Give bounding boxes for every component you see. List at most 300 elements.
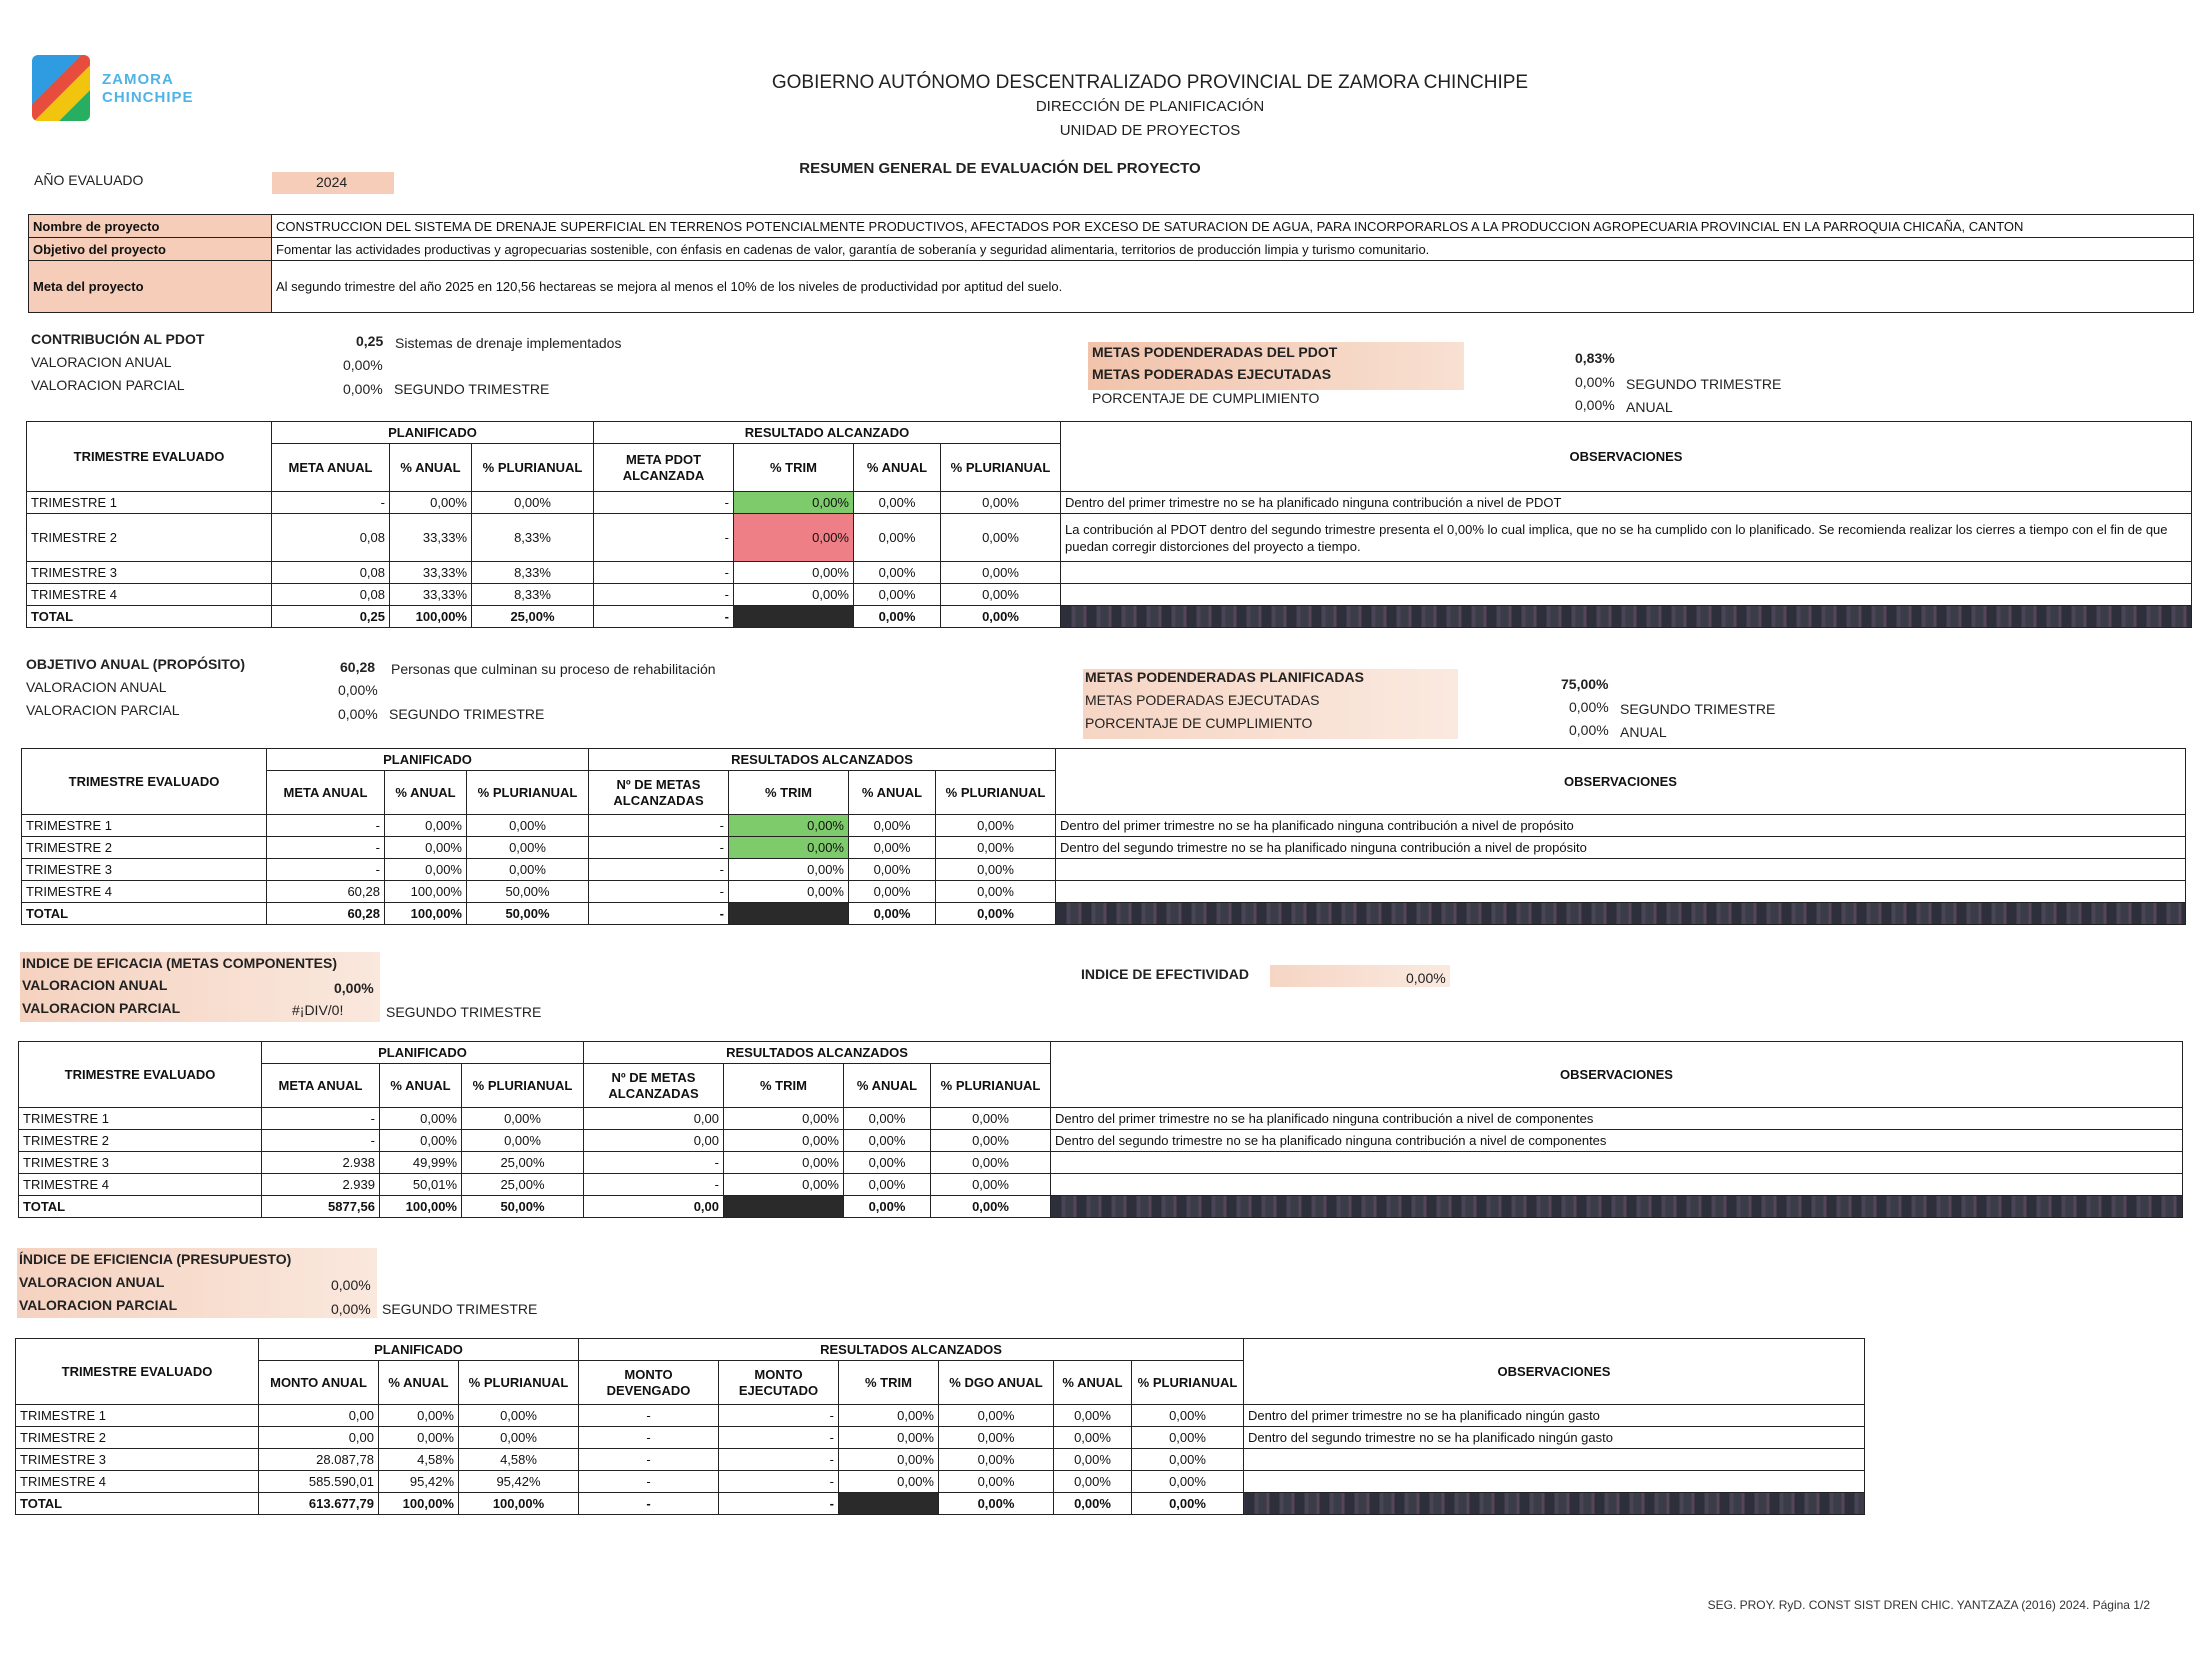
t4-r1-anual: 0,00% (379, 1405, 459, 1427)
t2-r4-trim: 0,00% (729, 881, 849, 903)
t2-r4-meta: 60,28 (267, 881, 385, 903)
t3-r3-rplur: 0,00% (931, 1152, 1051, 1174)
s3-text3: SEGUNDO TRIMESTRE (386, 1004, 542, 1020)
s1-label3: VALORACION PARCIAL (31, 377, 185, 393)
t4-head-devengado (579, 1361, 719, 1405)
t4-r1-dev: - (579, 1405, 719, 1427)
t3-head-plurianual: % PLURIANUAL (462, 1064, 584, 1108)
t2-r4-nm: - (589, 881, 729, 903)
t1-head-r-anual: % ANUAL (854, 444, 941, 492)
t2-tot-plur: 50,00% (467, 903, 589, 925)
t3-r4-rplur: 0,00% (931, 1174, 1051, 1196)
s3-label1: INDICE DE EFICACIA (METAS COMPONENTES) (22, 955, 338, 971)
s2-value2: 0,00% (338, 682, 378, 698)
t1-tot-rplur: 0,00% (941, 606, 1061, 628)
t2-head-r-plurianual: % PLURIANUAL (936, 771, 1056, 815)
s1-text1: Sistemas de drenaje implementados (395, 335, 622, 351)
t3-head-anual: % ANUAL (380, 1064, 462, 1108)
t3-r1-anual: 0,00% (380, 1108, 462, 1130)
t3-r2-obs: Dentro del segundo trimestre no se ha planificado ninguna contribución a nivel de componentes (1051, 1130, 2183, 1152)
t1-r4-tri: TRIMESTRE 4 (27, 584, 272, 606)
t2-r3-tri: TRIMESTRE 3 (22, 859, 267, 881)
table-row (27, 584, 2192, 606)
t2-head-planificado: PLANIFICADO (267, 749, 589, 771)
s4-text3: SEGUNDO TRIMESTRE (382, 1301, 538, 1317)
t3-head-meta: META ANUAL (262, 1064, 380, 1108)
table-row (19, 1152, 2183, 1174)
t4-r2-rplur: 0,00% (1132, 1427, 1244, 1449)
t4-r2-eje: - (719, 1427, 839, 1449)
t3-r4-trim: 0,00% (724, 1174, 844, 1196)
s1-value2: 0,00% (343, 357, 383, 373)
t3-head-nmetas (584, 1064, 724, 1108)
s2-right-value3: 0,00% (1569, 722, 1609, 738)
t4-r3-eje: - (719, 1449, 839, 1471)
t3-head-nmetas-l1: Nº DE METAS (611, 1069, 696, 1085)
t4-r2-dgo: 0,00% (939, 1427, 1054, 1449)
s2-right-value2: 0,00% (1569, 699, 1609, 715)
t4-r3-plur: 4,58% (459, 1449, 579, 1471)
t1-r4-rplur: 0,00% (941, 584, 1061, 606)
t1-r1-mpdot: - (594, 492, 734, 514)
table-row (22, 815, 2186, 837)
t4-r2-plur: 0,00% (459, 1427, 579, 1449)
s2-label1: OBJETIVO ANUAL (PROPÓSITO) (26, 656, 246, 672)
table-total-row (19, 1196, 2183, 1218)
t4-tot-eje: - (719, 1493, 839, 1515)
t4-tot-anual: 100,00% (379, 1493, 459, 1515)
t2-head-plurianual: % PLURIANUAL (467, 771, 589, 815)
t4-head-trimestre: TRIMESTRE EVALUADO (16, 1339, 259, 1405)
t4-head-trim: % TRIM (839, 1361, 939, 1405)
t4-tot-monto: 613.677,79 (259, 1493, 379, 1515)
t1-tot-tri: TOTAL (27, 606, 272, 628)
t3-tot-tri: TOTAL (19, 1196, 262, 1218)
t4-r2-trim: 0,00% (839, 1427, 939, 1449)
t4-tot-rplur: 0,00% (1132, 1493, 1244, 1515)
t2-head-observaciones: OBSERVACIONES (1056, 749, 2186, 815)
t1-r4-plur: 8,33% (472, 584, 594, 606)
t3-head-resultado: RESULTADOS ALCANZADOS (584, 1042, 1051, 1064)
t3-r1-rplur: 0,00% (931, 1108, 1051, 1130)
t3-head-r-anual: % ANUAL (844, 1064, 931, 1108)
s2-text1: Personas que culminan su proceso de rehabilitación (391, 661, 716, 677)
t2-r3-ranual: 0,00% (849, 859, 936, 881)
t3-tot-plur: 50,00% (462, 1196, 584, 1218)
year-value: 2024 (272, 172, 394, 194)
table-row (19, 1130, 2183, 1152)
t2-head-r-anual: % ANUAL (849, 771, 936, 815)
t1-r2-rplur: 0,00% (941, 514, 1061, 562)
project-name-label: Nombre de proyecto (29, 215, 272, 238)
t4-tot-plur: 100,00% (459, 1493, 579, 1515)
project-name: CONSTRUCCION DEL SISTEMA DE DRENAJE SUPERFICIAL EN TERRENOS POTENCIALMENTE PRODUCTIVOS, AFECTADOS POR EXCESO DE SATURACION DE AGUA, PARA INCORPORARLOS A LA PRODUCCION AGROPECUARIA PROVINCIAL EN LA PARROQUIA CHICAÑA, CANTON (272, 215, 2194, 238)
t4-head-dgo: % DGO ANUAL (939, 1361, 1054, 1405)
s1-label1: CONTRIBUCIÓN AL PDOT (31, 331, 205, 347)
t4-r4-monto: 585.590,01 (259, 1471, 379, 1493)
t1-tot-meta: 0,25 (272, 606, 390, 628)
t4-r1-ranual: 0,00% (1054, 1405, 1132, 1427)
project-objective: Fomentar las actividades productivas y agropecuarias sostenible, con énfasis en cadenas de valor, garantía de soberanía y seguridad alimentaria, territorios de producción limpia y turismo comunitario. (272, 238, 2194, 261)
t1-tot-obs (1061, 606, 2192, 628)
t2-r1-trim: 0,00% (729, 815, 849, 837)
t3-r1-nm: 0,00 (584, 1108, 724, 1130)
t3-r2-rplur: 0,00% (931, 1130, 1051, 1152)
presupuesto-table (15, 1338, 1865, 1515)
t2-tot-rplur: 0,00% (936, 903, 1056, 925)
t2-r1-tri: TRIMESTRE 1 (22, 815, 267, 837)
s2-text3: SEGUNDO TRIMESTRE (389, 706, 545, 722)
t2-tot-meta: 60,28 (267, 903, 385, 925)
t1-r2-ranual: 0,00% (854, 514, 941, 562)
report-title: RESUMEN GENERAL DE EVALUACIÓN DEL PROYECTO (799, 160, 1201, 177)
t3-tot-meta: 5877,56 (262, 1196, 380, 1218)
t4-r3-obs (1244, 1449, 1865, 1471)
t1-head-meta-pdot (594, 444, 734, 492)
t4-r3-tri: TRIMESTRE 3 (16, 1449, 259, 1471)
t1-head-trimestre: TRIMESTRE EVALUADO (27, 422, 272, 492)
t2-r1-rplur: 0,00% (936, 815, 1056, 837)
t1-r1-trim: 0,00% (734, 492, 854, 514)
t1-r2-meta: 0,08 (272, 514, 390, 562)
coat-of-arms-icon (32, 55, 90, 121)
t1-head-resultado: RESULTADO ALCANZADO (594, 422, 1061, 444)
t4-r4-tri: TRIMESTRE 4 (16, 1471, 259, 1493)
t4-r4-dev: - (579, 1471, 719, 1493)
t1-head-planificado: PLANIFICADO (272, 422, 594, 444)
t1-head-meta: META ANUAL (272, 444, 390, 492)
t2-r2-plur: 0,00% (467, 837, 589, 859)
t2-r1-plur: 0,00% (467, 815, 589, 837)
t2-r2-nm: - (589, 837, 729, 859)
t4-head-planificado: PLANIFICADO (259, 1339, 579, 1361)
t1-r4-anual: 33,33% (390, 584, 472, 606)
t3-head-trim: % TRIM (724, 1064, 844, 1108)
t3-r2-ranual: 0,00% (844, 1130, 931, 1152)
t2-r2-anual: 0,00% (385, 837, 467, 859)
table-row (27, 562, 2192, 584)
t2-r1-obs: Dentro del primer trimestre no se ha planificado ninguna contribución a nivel de propósito (1056, 815, 2186, 837)
t4-r2-ranual: 0,00% (1054, 1427, 1132, 1449)
t2-r3-rplur: 0,00% (936, 859, 1056, 881)
t2-head-trim: % TRIM (729, 771, 849, 815)
t4-r1-monto: 0,00 (259, 1405, 379, 1427)
t4-r1-plur: 0,00% (459, 1405, 579, 1427)
t3-head-trimestre: TRIMESTRE EVALUADO (19, 1042, 262, 1108)
t4-r3-anual: 4,58% (379, 1449, 459, 1471)
t2-r3-plur: 0,00% (467, 859, 589, 881)
s3-value3: #¡DIV/0! (292, 1002, 344, 1018)
t2-head-resultado: RESULTADOS ALCANZADOS (589, 749, 1056, 771)
t2-r3-meta: - (267, 859, 385, 881)
t1-r4-meta: 0,08 (272, 584, 390, 606)
t1-r3-meta: 0,08 (272, 562, 390, 584)
project-objective-row (29, 238, 2194, 261)
s3-right-value1: 0,00% (1406, 970, 1446, 986)
t2-r3-trim: 0,00% (729, 859, 849, 881)
t1-r4-ranual: 0,00% (854, 584, 941, 606)
s1-right-label3: PORCENTAJE DE CUMPLIMIENTO (1092, 390, 1320, 406)
t1-r2-plur: 8,33% (472, 514, 594, 562)
t2-tot-anual: 100,00% (385, 903, 467, 925)
s1-right-label1: METAS PODENDERADAS DEL PDOT (1092, 344, 1338, 360)
project-goal-label: Meta del proyecto (29, 261, 272, 313)
t2-head-nmetas-l1: Nº DE METAS (616, 776, 701, 792)
t2-r4-obs (1056, 881, 2186, 903)
t2-tot-tri: TOTAL (22, 903, 267, 925)
t1-r3-trim: 0,00% (734, 562, 854, 584)
t3-r4-anual: 50,01% (380, 1174, 462, 1196)
project-goal: Al segundo trimestre del año 2025 en 120,56 hectareas se mejora al menos el 10% de los niveles de productividad por aptitud del suelo. (272, 261, 2194, 313)
t2-r1-meta: - (267, 815, 385, 837)
s2-right-value1: 75,00% (1561, 676, 1609, 692)
header-sub2: UNIDAD DE PROYECTOS (1059, 122, 1241, 139)
t3-tot-nm: 0,00 (584, 1196, 724, 1218)
t2-tot-nm: - (589, 903, 729, 925)
t2-r4-ranual: 0,00% (849, 881, 936, 903)
t1-r3-ranual: 0,00% (854, 562, 941, 584)
table-row (16, 1449, 1865, 1471)
t3-head-planificado: PLANIFICADO (262, 1042, 584, 1064)
t3-r4-tri: TRIMESTRE 4 (19, 1174, 262, 1196)
t2-r2-trim: 0,00% (729, 837, 849, 859)
t4-r4-dgo: 0,00% (939, 1471, 1054, 1493)
t1-r4-trim: 0,00% (734, 584, 854, 606)
table-row (27, 514, 2192, 562)
t3-r2-anual: 0,00% (380, 1130, 462, 1152)
t4-r3-rplur: 0,00% (1132, 1449, 1244, 1471)
t4-r4-ranual: 0,00% (1054, 1471, 1132, 1493)
t3-r3-ranual: 0,00% (844, 1152, 931, 1174)
t4-head-dev-l2: DEVENGADO (606, 1382, 691, 1398)
t4-r2-dev: - (579, 1427, 719, 1449)
t4-head-anual: % ANUAL (379, 1361, 459, 1405)
t2-r4-rplur: 0,00% (936, 881, 1056, 903)
t4-tot-tri: TOTAL (16, 1493, 259, 1515)
t4-r3-dgo: 0,00% (939, 1449, 1054, 1471)
t2-tot-trim (729, 903, 849, 925)
s1-value1: 0,25 (356, 333, 384, 349)
t4-r3-trim: 0,00% (839, 1449, 939, 1471)
t3-r4-plur: 25,00% (462, 1174, 584, 1196)
table-row (27, 492, 2192, 514)
t2-r3-anual: 0,00% (385, 859, 467, 881)
t4-tot-ranual: 0,00% (1054, 1493, 1132, 1515)
t1-tot-ranual: 0,00% (854, 606, 941, 628)
t4-r4-trim: 0,00% (839, 1471, 939, 1493)
s1-right-value3: 0,00% (1575, 397, 1615, 413)
t4-head-monto: MONTO ANUAL (259, 1361, 379, 1405)
year-label: AÑO EVALUADO (34, 172, 144, 188)
t4-tot-obs (1244, 1493, 1865, 1515)
s1-right-text2: SEGUNDO TRIMESTRE (1626, 376, 1782, 392)
table-row (19, 1174, 2183, 1196)
t1-r2-obs-l2: cierres a tiempo con el fin de que puedan corregir distorciones del proyecto a tiempo. (1065, 521, 2168, 554)
t3-r1-meta: - (262, 1108, 380, 1130)
s2-label3: VALORACION PARCIAL (26, 702, 180, 718)
s1-value3: 0,00% (343, 381, 383, 397)
s1-right-label2: METAS PODERADAS EJECUTADAS (1092, 366, 1332, 382)
t4-head-r-anual: % ANUAL (1054, 1361, 1132, 1405)
s4-label3: VALORACION PARCIAL (19, 1297, 178, 1313)
t3-head-observaciones: OBSERVACIONES (1051, 1042, 2183, 1108)
t2-r2-ranual: 0,00% (849, 837, 936, 859)
t2-r4-plur: 50,00% (467, 881, 589, 903)
t1-tot-plur: 25,00% (472, 606, 594, 628)
t1-tot-anual: 100,00% (390, 606, 472, 628)
province-logo (32, 55, 222, 127)
t4-head-eje-l2: EJECUTADO (738, 1382, 819, 1398)
t1-head-meta-pdot-l1: META PDOT (625, 451, 702, 467)
t1-r2-trim: 0,00% (734, 514, 854, 562)
t1-r3-anual: 33,33% (390, 562, 472, 584)
t3-r1-ranual: 0,00% (844, 1108, 931, 1130)
t2-head-meta: META ANUAL (267, 771, 385, 815)
t3-r3-meta: 2.938 (262, 1152, 380, 1174)
s2-value3: 0,00% (338, 706, 378, 722)
t3-tot-ranual: 0,00% (844, 1196, 931, 1218)
t2-r4-anual: 100,00% (385, 881, 467, 903)
table-total-row (22, 903, 2186, 925)
t2-head-nmetas-l2: ALCANZADAS (613, 792, 704, 808)
t1-r1-tri: TRIMESTRE 1 (27, 492, 272, 514)
t4-r4-plur: 95,42% (459, 1471, 579, 1493)
s2-right-label2: METAS PODERADAS EJECUTADAS (1085, 692, 1320, 708)
s1-right-value2: 0,00% (1575, 374, 1615, 390)
table-row (16, 1405, 1865, 1427)
t4-r3-monto: 28.087,78 (259, 1449, 379, 1471)
page-footer: SEG. PROY. RyD. CONST SIST DREN CHIC. YANTZAZA (2016) 2024. Página 1/2 (1707, 1598, 2150, 1612)
t1-r2-anual: 33,33% (390, 514, 472, 562)
t4-head-eje-l1: MONTO (754, 1366, 803, 1382)
s1-right-text3: ANUAL (1626, 399, 1673, 415)
t1-r2-tri: TRIMESTRE 2 (27, 514, 272, 562)
t2-r1-anual: 0,00% (385, 815, 467, 837)
t3-r2-trim: 0,00% (724, 1130, 844, 1152)
t3-r3-trim: 0,00% (724, 1152, 844, 1174)
t3-r1-trim: 0,00% (724, 1108, 844, 1130)
t2-head-nmetas (589, 771, 729, 815)
t3-r1-tri: TRIMESTRE 1 (19, 1108, 262, 1130)
t1-r2-mpdot: - (594, 514, 734, 562)
s4-label2: VALORACION ANUAL (19, 1274, 165, 1290)
table-total-row (27, 606, 2192, 628)
table-total-row (16, 1493, 1865, 1515)
t3-r2-meta: - (262, 1130, 380, 1152)
t4-head-resultado: RESULTADOS ALCANZADOS (579, 1339, 1244, 1361)
t1-head-r-plurianual: % PLURIANUAL (941, 444, 1061, 492)
s1-text3: SEGUNDO TRIMESTRE (394, 381, 550, 397)
s4-value3: 0,00% (331, 1301, 371, 1317)
t2-r2-rplur: 0,00% (936, 837, 1056, 859)
t4-r1-dgo: 0,00% (939, 1405, 1054, 1427)
t3-r3-tri: TRIMESTRE 3 (19, 1152, 262, 1174)
t4-r1-trim: 0,00% (839, 1405, 939, 1427)
s2-right-label1: METAS PODENDERADAS PLANIFICADAS (1085, 669, 1364, 685)
s4-value2: 0,00% (331, 1277, 371, 1293)
t4-r2-obs: Dentro del segundo trimestre no se ha planificado ningún gasto (1244, 1427, 1865, 1449)
logo-line2: CHINCHIPE (102, 89, 194, 106)
table-row (16, 1427, 1865, 1449)
t3-r2-tri: TRIMESTRE 2 (19, 1130, 262, 1152)
t1-r4-obs (1061, 584, 2192, 606)
proposito-table (21, 748, 2186, 925)
t2-tot-ranual: 0,00% (849, 903, 936, 925)
logo-line1: ZAMORA (102, 71, 174, 88)
header-sub1: DIRECCIÓN DE PLANIFICACIÓN (1035, 98, 1265, 115)
t1-r1-anual: 0,00% (390, 492, 472, 514)
s4-label1: ÍNDICE DE EFICIENCIA (PRESUPUESTO) (19, 1251, 292, 1267)
table-row (22, 859, 2186, 881)
t1-r3-plur: 8,33% (472, 562, 594, 584)
t4-r1-eje: - (719, 1405, 839, 1427)
t4-r1-rplur: 0,00% (1132, 1405, 1244, 1427)
t2-r2-meta: - (267, 837, 385, 859)
t1-head-meta-pdot-l2: ALCANZADA (622, 467, 705, 483)
table-row (19, 1108, 2183, 1130)
t4-r3-ranual: 0,00% (1054, 1449, 1132, 1471)
t4-tot-dgo: 0,00% (939, 1493, 1054, 1515)
t1-tot-trim (734, 606, 854, 628)
t1-r2-obs (1061, 514, 2192, 562)
t4-r3-dev: - (579, 1449, 719, 1471)
t3-r3-nm: - (584, 1152, 724, 1174)
t1-r2-obs-l1: La contribución al PDOT dentro del segundo trimestre presenta el 0,00% lo cual implica, que no se ha cumplido con lo planificado. Se recomienda realizar los (1065, 521, 1973, 537)
s1-label2: VALORACION ANUAL (31, 354, 172, 370)
t4-r2-anual: 0,00% (379, 1427, 459, 1449)
t3-head-r-plurianual: % PLURIANUAL (931, 1064, 1051, 1108)
t2-head-anual: % ANUAL (385, 771, 467, 815)
t3-r4-meta: 2.939 (262, 1174, 380, 1196)
t4-r2-tri: TRIMESTRE 2 (16, 1427, 259, 1449)
t2-head-trimestre: TRIMESTRE EVALUADO (22, 749, 267, 815)
t4-r4-rplur: 0,00% (1132, 1471, 1244, 1493)
t1-head-observaciones: OBSERVACIONES (1061, 422, 2192, 492)
t4-r4-obs (1244, 1471, 1865, 1493)
s2-value1: 60,28 (340, 659, 376, 675)
t4-head-observaciones: OBSERVACIONES (1244, 1339, 1865, 1405)
s2-right-label3: PORCENTAJE DE CUMPLIMIENTO (1085, 715, 1313, 731)
t3-r3-obs (1051, 1152, 2183, 1174)
t1-r4-mpdot: - (594, 584, 734, 606)
t2-r2-tri: TRIMESTRE 2 (22, 837, 267, 859)
project-info-table (28, 214, 2194, 313)
s3-label2: VALORACION ANUAL (22, 977, 168, 993)
t1-r3-mpdot: - (594, 562, 734, 584)
t4-head-r-plurianual: % PLURIANUAL (1132, 1361, 1244, 1405)
t3-r4-nm: - (584, 1174, 724, 1196)
t2-r4-tri: TRIMESTRE 4 (22, 881, 267, 903)
t4-r1-obs: Dentro del primer trimestre no se ha planificado ningún gasto (1244, 1405, 1865, 1427)
t3-tot-trim (724, 1196, 844, 1218)
t2-r3-nm: - (589, 859, 729, 881)
t2-tot-obs (1056, 903, 2186, 925)
t4-head-ejecutado (719, 1361, 839, 1405)
project-objective-label: Objetivo del proyecto (29, 238, 272, 261)
t3-tot-obs (1051, 1196, 2183, 1218)
t1-r1-meta: - (272, 492, 390, 514)
t2-r3-obs (1056, 859, 2186, 881)
t2-r1-ranual: 0,00% (849, 815, 936, 837)
t1-r1-plur: 0,00% (472, 492, 594, 514)
t4-r4-eje: - (719, 1471, 839, 1493)
s3-label3: VALORACION PARCIAL (22, 1000, 181, 1016)
t4-head-dev-l1: MONTO (624, 1366, 673, 1382)
t3-tot-anual: 100,00% (380, 1196, 462, 1218)
t4-r4-anual: 95,42% (379, 1471, 459, 1493)
s3-right-label1: INDICE DE EFECTIVIDAD (1081, 966, 1250, 982)
t3-r3-plur: 25,00% (462, 1152, 584, 1174)
